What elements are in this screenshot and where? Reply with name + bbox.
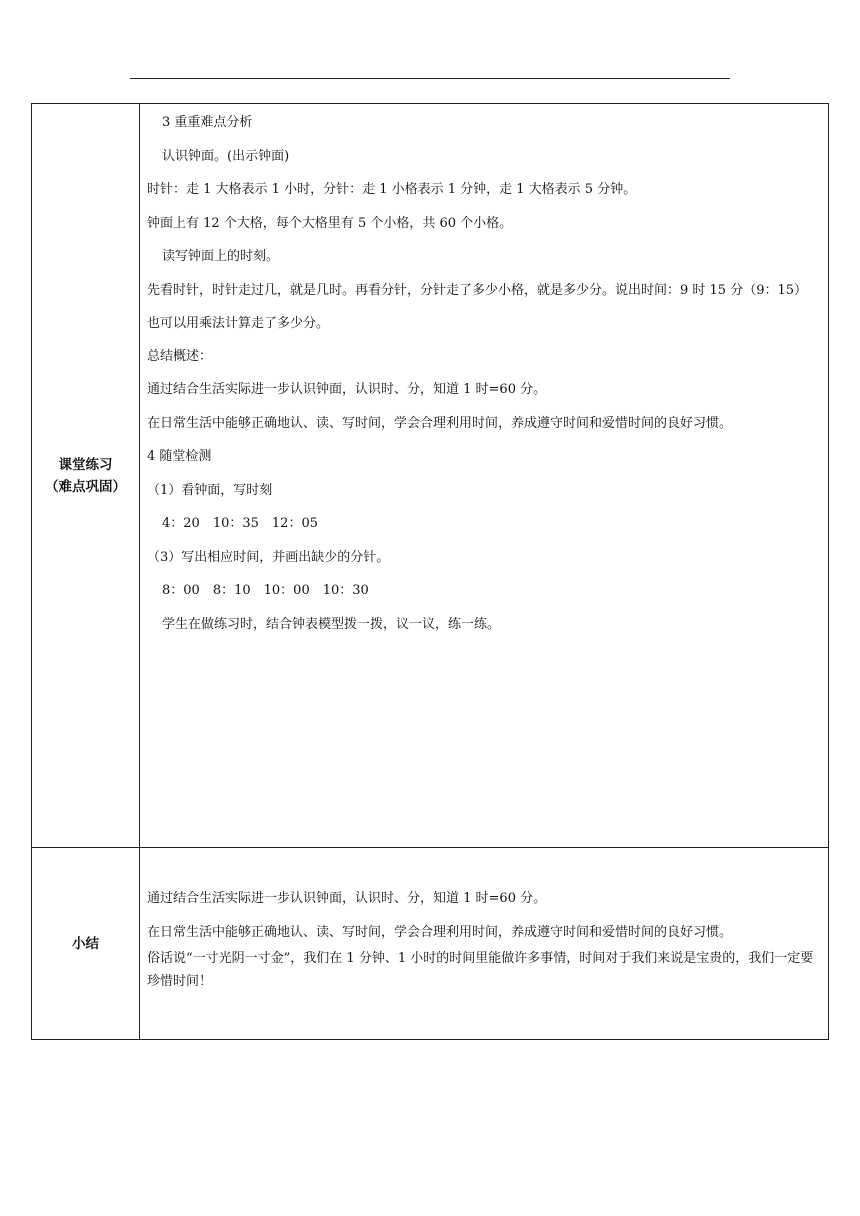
lesson-plan-table: [31, 103, 829, 1040]
practice-line: 总结概述：: [147, 348, 213, 364]
practice-line: 先看时针，时针走过几，就是几时。再看分针，分针走了多少小格，就是多少分。说出时间：9 时 15 分（9：15） 也可以用乘法计算走了多少分。: [147, 282, 808, 331]
practice-line: 4 随堂检测: [147, 449, 212, 464]
header-rule: [130, 78, 730, 79]
practice-line: 3 重重难点分析: [162, 115, 253, 130]
summary-line: 通过结合生活实际进一步认识钟面，认识时、分，知道 1 时=60 分。: [147, 891, 547, 906]
practice-row: [32, 104, 829, 848]
practice-line: 学生在做练习时，结合钟表模型拨一拨，议一议，练一练。: [162, 616, 501, 632]
summary-line: 在日常生活中能够正确地认、读、写时间，学会合理利用时间，养成遵守时间和爱惜时间的良好习惯。: [147, 924, 733, 940]
practice-line: 通过结合生活实际进一步认识钟面，认识时、分，知道 1 时=60 分。: [147, 382, 547, 397]
practice-label-line1: 课堂练习: [58, 456, 113, 473]
summary-line: 俗话说“一寸光阴一寸金”，我们在 1 分钟、1 小时的时间里能做许多事情，时间对于我们来说是宝贵的，我们一定要珍惜时间！: [147, 950, 814, 989]
practice-line: 认识钟面。(出示钟面): [162, 148, 290, 164]
practice-line: 读写钟面上的时刻。: [162, 249, 280, 264]
practice-line: 4：20 10：35 12：05: [162, 516, 318, 531]
practice-line: 时针：走 1 大格表示 1 小时，分针：走 1 小格表示 1 分钟，走 1 大格表示 5 分钟。: [147, 182, 637, 197]
summary-content-cell: [140, 848, 829, 1040]
practice-label-line2: （难点巩固）: [45, 478, 126, 495]
summary-label-cell: [32, 848, 140, 1040]
summary-row: [32, 848, 829, 1040]
practice-label-cell: [32, 104, 140, 848]
practice-line: 在日常生活中能够正确地认、读、写时间，学会合理利用时间，养成遵守时间和爱惜时间的良好习惯。: [147, 415, 733, 431]
practice-line: 钟面上有 12 个大格，每个大格里有 5 个小格，共 60 个小格。: [147, 215, 513, 231]
practice-content-cell: [140, 104, 829, 848]
practice-line: 8：00 8：10 10：00 10：30: [162, 583, 369, 598]
practice-line: （1）看钟面，写时刻: [147, 482, 273, 498]
practice-line: （3）写出相应时间，并画出缺少的分针。: [147, 549, 390, 565]
summary-label: 小结: [72, 935, 99, 952]
